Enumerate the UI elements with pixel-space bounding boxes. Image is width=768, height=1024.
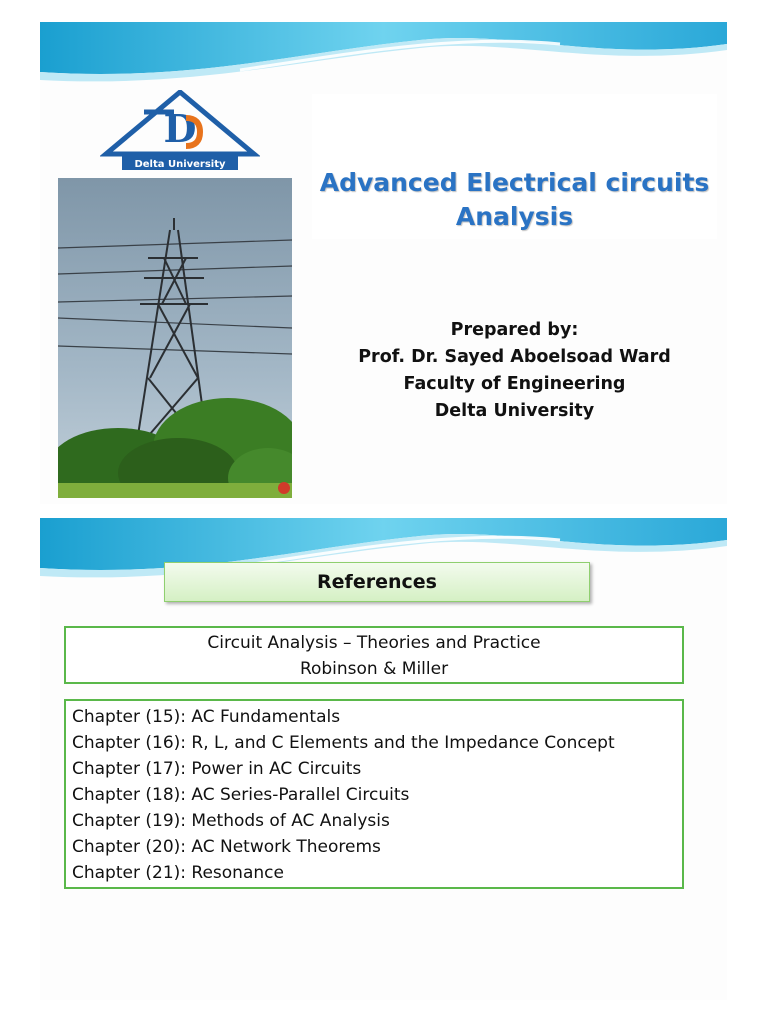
university-name: Delta University xyxy=(434,401,595,421)
faculty-name: Faculty of Engineering xyxy=(403,374,626,394)
slide-title xyxy=(40,22,727,504)
title-line-1: Advanced Electrical circuits xyxy=(319,168,710,197)
delta-university-logo-icon xyxy=(100,90,260,174)
transmission-tower-photo xyxy=(58,178,292,498)
chapter-list xyxy=(64,699,684,889)
author-block xyxy=(312,317,717,425)
header-wave-decoration xyxy=(40,22,727,92)
slide-references xyxy=(40,518,727,1000)
references-heading: References xyxy=(164,562,590,602)
chapter-item: Chapter (21): Resonance xyxy=(72,863,284,883)
logo-text: Delta University xyxy=(134,159,226,170)
book-title: Circuit Analysis – Theories and Practice xyxy=(207,633,541,653)
book-reference-box xyxy=(64,626,684,684)
author-name: Prof. Dr. Sayed Aboelsoad Ward xyxy=(358,347,671,367)
title-line-2: Analysis xyxy=(455,202,574,231)
prepared-by-label: Prepared by: xyxy=(450,320,579,340)
slide-title-text xyxy=(312,166,717,234)
chapter-item: Chapter (17): Power in AC Circuits xyxy=(72,759,362,779)
chapter-item: Chapter (18): AC Series-Parallel Circuits xyxy=(72,785,410,805)
power-tower-icon xyxy=(58,178,292,498)
chapter-item: Chapter (16): R, L, and C Elements and the Impedance Concept xyxy=(72,733,615,753)
chapter-item: Chapter (20): AC Network Theorems xyxy=(72,837,381,857)
svg-text:D: D xyxy=(163,106,197,151)
chapter-item: Chapter (19): Methods of AC Analysis xyxy=(72,811,390,831)
university-logo xyxy=(100,90,260,174)
book-authors: Robinson & Miller xyxy=(299,659,449,679)
chapter-item: Chapter (15): AC Fundamentals xyxy=(72,707,341,727)
